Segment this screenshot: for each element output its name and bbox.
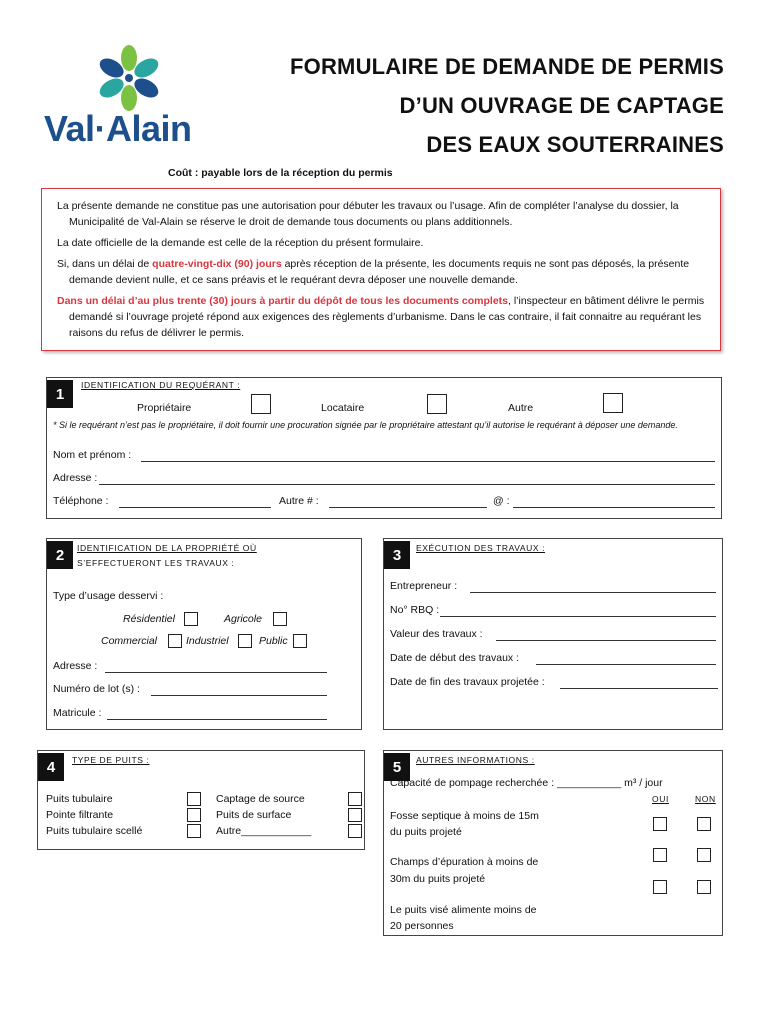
- notice-deadline-90: quatre-vingt-dix (90) jours: [152, 258, 282, 270]
- label-autre-puits: Autre____________: [216, 825, 312, 837]
- input-entrepreneur[interactable]: [470, 592, 716, 593]
- label-industriel: Industriel: [186, 635, 229, 647]
- label-proprietaire: Propriétaire: [137, 402, 192, 414]
- input-nom-prenom[interactable]: [141, 461, 715, 462]
- notice-deadline-30: Dans un délai d’au plus trente (30) jours à partir du dépôt de tous les documents complets: [57, 295, 508, 307]
- input-rbq[interactable]: [440, 616, 716, 617]
- label-autre-numero: Autre # :: [279, 495, 319, 507]
- notice-paragraph-1: La présente demande ne constitue pas une autorisation pour débuter les travaux ou l’usage. Afin de compléter l’analyse du dossier, la Municipalité de Val-Alain se réserve le droit de demande tous documents ou plans additionnels.: [57, 200, 679, 228]
- input-date-debut[interactable]: [536, 664, 716, 665]
- section-1-number: 1: [47, 380, 73, 408]
- notice-paragraph-2: La date officielle de la demande est celle de la réception du présent formulaire.: [57, 237, 424, 249]
- label-nom-prenom: Nom et prénom :: [53, 449, 132, 461]
- title-line-2: D’UN OUVRAGE DE CAPTAGE: [399, 93, 724, 118]
- label-fosse-line-2: du puits projeté: [390, 826, 462, 838]
- label-rbq: No° RBQ :: [390, 604, 440, 616]
- label-entrepreneur: Entrepreneur :: [390, 580, 458, 592]
- input-matricule[interactable]: [107, 719, 327, 720]
- checkbox-alimente-oui[interactable]: [653, 880, 667, 894]
- checkbox-commercial[interactable]: [168, 634, 182, 648]
- label-adresse-requerant: Adresse :: [53, 472, 98, 484]
- label-date-debut: Date de début des travaux :: [390, 652, 519, 664]
- label-adresse-propriete: Adresse :: [53, 660, 98, 672]
- label-numero-lot: Numéro de lot (s) :: [53, 683, 140, 695]
- section-5-title: AUTRES INFORMATIONS :: [416, 755, 535, 765]
- checkbox-locataire[interactable]: [427, 394, 447, 414]
- section-1-requerant: [46, 377, 722, 519]
- title-line-1: FORMULAIRE DE DEMANDE DE PERMIS: [290, 54, 724, 79]
- checkbox-autre[interactable]: [603, 393, 623, 413]
- label-date-fin: Date de fin des travaux projetée :: [390, 676, 545, 688]
- section-3-execution: [383, 538, 723, 730]
- label-champs-line-2: 30m du puits projeté: [390, 873, 486, 885]
- input-adresse-propriete[interactable]: [105, 672, 327, 673]
- checkbox-autre-puits[interactable]: [348, 824, 362, 838]
- label-public: Public: [259, 635, 288, 647]
- section-2-number: 2: [47, 541, 73, 569]
- input-adresse-requerant[interactable]: [99, 484, 715, 485]
- section-2-title-line-2: S’EFFECTUERONT LES TRAVAUX :: [77, 558, 235, 568]
- label-puits-tubulaire-scelle: Puits tubulaire scellé: [46, 825, 143, 837]
- label-alimente-line-1: Le puits visé alimente moins de: [390, 904, 537, 916]
- label-alimente-line-2: 20 personnes: [390, 920, 454, 932]
- notice-box: [41, 188, 721, 351]
- checkbox-champs-oui[interactable]: [653, 848, 667, 862]
- label-pointe-filtrante: Pointe filtrante: [46, 809, 114, 821]
- logo-flower-icon: [44, 42, 214, 112]
- section-5-number: 5: [384, 753, 410, 781]
- label-fosse-line-1: Fosse septique à moins de 15m: [390, 810, 539, 822]
- input-autre-numero[interactable]: [329, 507, 487, 508]
- section-1-title: IDENTIFICATION DU REQUÉRANT :: [81, 380, 241, 390]
- checkbox-pointe-filtrante[interactable]: [187, 808, 201, 822]
- checkbox-captage-source[interactable]: [348, 792, 362, 806]
- input-courriel[interactable]: [513, 507, 715, 508]
- checkbox-puits-tubulaire-scelle[interactable]: [187, 824, 201, 838]
- logo-text: Val·Alain: [44, 108, 192, 149]
- section-4-title: TYPE DE PUITS :: [72, 755, 150, 765]
- notice-paragraph-3: Si, dans un délai de quatre-vingt-dix (90) jours après réception de la présente, les documents requis ne sont pas déposés, la présente demande devient nulle, et ce sans préavis et le requérant devra déposer une nouvelle demande.: [57, 258, 690, 286]
- input-valeur-travaux[interactable]: [496, 640, 716, 641]
- notice-paragraph-4: Dans un délai d’au plus trente (30) jours à partir du dépôt de tous les documents complets, l’inspecteur en bâtiment délivre le permis demandé si l’ouvrage projeté répond aux exigences des règlements d’urbanisme. Dans le cas contraire, il fait connaitre au requérant les raisons du refus de délivrer le permis.: [57, 295, 705, 339]
- checkbox-proprietaire[interactable]: [251, 394, 271, 414]
- label-autre: Autre: [508, 402, 534, 414]
- section-3-number: 3: [384, 541, 410, 569]
- checkbox-public[interactable]: [293, 634, 307, 648]
- label-courriel: @ :: [493, 495, 510, 507]
- label-type-usage: Type d’usage desservi :: [53, 590, 164, 602]
- label-locataire: Locataire: [321, 402, 365, 414]
- label-captage-source: Captage de source: [216, 793, 305, 805]
- column-non: NON: [695, 794, 716, 804]
- input-numero-lot[interactable]: [151, 695, 327, 696]
- label-agricole: Agricole: [224, 613, 262, 625]
- input-telephone[interactable]: [119, 507, 271, 508]
- column-oui: OUI: [652, 794, 669, 804]
- section-2-propriete: [46, 538, 362, 730]
- checkbox-industriel[interactable]: [238, 634, 252, 648]
- title-line-3: DES EAUX SOUTERRAINES: [426, 132, 724, 157]
- procuration-note: * Si le requérant n’est pas le propriétaire, il doit fournir une procuration signée par le propriétaire attestant qu’il autorise le requérant à déposer une demande.: [53, 420, 678, 430]
- section-5-autres-informations: [383, 750, 723, 936]
- checkbox-puits-tubulaire[interactable]: [187, 792, 201, 806]
- label-champs-line-1: Champs d’épuration à moins de: [390, 856, 539, 868]
- section-2-title-line-1: IDENTIFICATION DE LA PROPRIÉTÉ OÙ: [77, 543, 257, 553]
- section-4-type-puits: [37, 750, 365, 850]
- input-date-fin[interactable]: [560, 688, 718, 689]
- checkbox-fosse-oui[interactable]: [653, 817, 667, 831]
- cost-note: Coût : payable lors de la réception du permis: [168, 167, 393, 179]
- label-residentiel: Résidentiel: [123, 613, 175, 625]
- checkbox-residentiel[interactable]: [184, 612, 198, 626]
- section-4-number: 4: [38, 753, 64, 781]
- checkbox-champs-non[interactable]: [697, 848, 711, 862]
- label-capacite-pompage: Capacité de pompage recherchée : ___________ m³ / jour: [390, 777, 663, 789]
- label-telephone: Téléphone :: [53, 495, 109, 507]
- label-matricule: Matricule :: [53, 707, 102, 719]
- label-puits-tubulaire: Puits tubulaire: [46, 793, 113, 805]
- section-3-title: EXÉCUTION DES TRAVAUX :: [416, 543, 546, 553]
- checkbox-alimente-non[interactable]: [697, 880, 711, 894]
- label-valeur-travaux: Valeur des travaux :: [390, 628, 483, 640]
- logo: [44, 42, 214, 154]
- label-commercial: Commercial: [101, 635, 158, 647]
- checkbox-fosse-non[interactable]: [697, 817, 711, 831]
- label-puits-surface: Puits de surface: [216, 809, 292, 821]
- checkbox-agricole[interactable]: [273, 612, 287, 626]
- checkbox-puits-surface[interactable]: [348, 808, 362, 822]
